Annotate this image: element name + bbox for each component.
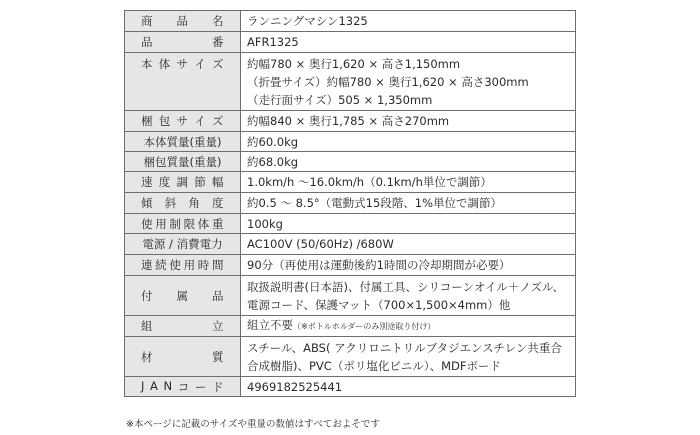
row-value-continuous-use [241, 255, 576, 276]
label-char: 付 [141, 288, 153, 303]
label-text [125, 379, 240, 395]
row-label-package-size [125, 111, 241, 132]
table-row [125, 377, 576, 397]
row-value-weight-limit [241, 214, 576, 234]
label-text: 本体質量(重量) [143, 134, 222, 149]
label-char: 続 [155, 258, 168, 272]
table-row [125, 193, 576, 214]
label-char: 制 [169, 216, 182, 231]
row-label-model-number [125, 32, 241, 53]
footnote: ※本ページに記載のサイズや重量の数値はすべておよそです [126, 419, 380, 430]
row-label-power [125, 234, 241, 255]
label-char: 組 [141, 319, 153, 333]
row-label-continuous-use [125, 255, 241, 276]
value-text: 100kg [247, 216, 283, 231]
label-text [125, 318, 240, 334]
label-char: 調 [176, 175, 189, 189]
table-row [125, 132, 576, 152]
value-text: ランニングマシン1325 [247, 14, 368, 28]
label-text [125, 349, 240, 365]
spec-table [124, 10, 576, 397]
row-label-package-weight [125, 152, 241, 172]
label-char: 重 [211, 216, 224, 231]
value-text: 90分（再使用は運動後約1時間の冷却期間が必要） [247, 258, 511, 272]
label-char: 使 [169, 258, 182, 272]
row-value-power [241, 234, 576, 255]
label-char: 梱 [141, 114, 153, 128]
value-text: 約0.5 〜 8.5°（電動式15段階、1%単位で調節） [247, 196, 503, 210]
label-char: 幅 [212, 175, 224, 189]
row-label-speed-range [125, 172, 241, 193]
row-label-jan-code [125, 377, 241, 397]
label-char: 本 [141, 57, 153, 71]
label-char: 節 [194, 175, 207, 189]
table-row [125, 152, 576, 172]
value-text: 組立不要 [247, 318, 293, 332]
label-text [125, 13, 240, 29]
label-char: 用 [155, 216, 168, 231]
label-char: ズ [212, 114, 224, 128]
label-char: 立 [212, 319, 224, 333]
label-char: A [150, 378, 159, 393]
value-text: （走行面サイズ）505 × 1,350mm [247, 92, 433, 107]
label-char: 品 [141, 35, 153, 49]
label-char: 使 [141, 216, 153, 231]
label-char: 時 [197, 258, 210, 272]
table-row [125, 255, 576, 276]
value-text: 約幅780 × 奥行1,620 × 高さ1,150mm [247, 56, 461, 71]
value-text: （折畳サイズ）約幅780 × 奥行1,620 × 高さ300mm [247, 74, 529, 89]
table-row [125, 11, 576, 32]
label-text: 梱包質量(重量) [143, 154, 222, 169]
label-char: 速 [141, 175, 153, 189]
row-label-weight-limit [125, 214, 241, 234]
row-value-material [241, 337, 576, 377]
value-text: 約60.0kg [247, 134, 299, 149]
label-char: サ [176, 57, 189, 71]
table-row [125, 172, 576, 193]
label-text [125, 174, 240, 190]
label-text [125, 216, 240, 232]
row-label-body-weight [125, 132, 241, 152]
label-text [125, 257, 240, 273]
label-char: 名 [212, 14, 224, 28]
row-label-product-name [125, 11, 241, 32]
label-text: 電源 / 消費電力 [142, 237, 223, 251]
table-row [125, 111, 576, 132]
value-text: 取扱説明書(日本語)、付属工具、シリコーンオイル＋ノズル、 [247, 279, 565, 294]
row-value-body-size [241, 53, 576, 111]
value-text: スチール、ABS( アクリロニトリルブタジエンスチレン共重合 [247, 340, 562, 355]
label-char: 材 [141, 349, 153, 364]
assembly-note: （※ボトルホルダーのみ別途取り付け） [293, 322, 436, 331]
value-text: 電源コード、保護マット（700×1,500×4mm）他 [247, 297, 511, 312]
label-char: 包 [158, 114, 171, 128]
label-char: 角 [188, 196, 201, 210]
row-value-package-size [241, 111, 576, 132]
table-row [125, 53, 576, 111]
label-char: 限 [183, 216, 196, 231]
label-char: 間 [211, 258, 224, 272]
value-text: 約68.0kg [247, 154, 299, 169]
row-label-incline-angle [125, 193, 241, 214]
table-row [125, 337, 576, 377]
label-text [125, 288, 240, 304]
value-text: AC100V (50/60Hz) /680W [247, 237, 394, 251]
label-text [125, 195, 240, 211]
row-label-material [125, 337, 241, 377]
table-row [125, 316, 576, 337]
label-char: コ [177, 379, 190, 394]
value-text: 4969182525441 [247, 379, 343, 394]
label-char: 番 [212, 35, 224, 49]
label-char: 連 [141, 258, 153, 272]
row-label-body-size [125, 53, 241, 111]
label-char: 度 [158, 175, 171, 189]
label-char: 傾 [141, 196, 153, 210]
label-char: 品 [212, 288, 224, 303]
label-char: サ [176, 114, 189, 128]
row-value-product-name [241, 11, 576, 32]
label-char: N [163, 378, 173, 393]
row-label-accessories [125, 276, 241, 316]
label-char: ズ [212, 57, 224, 71]
label-char: 斜 [164, 196, 177, 210]
label-char: 度 [211, 196, 224, 210]
row-value-assembly [241, 316, 576, 337]
row-value-package-weight [241, 152, 576, 172]
table-row [125, 276, 576, 316]
label-char: 属 [176, 288, 189, 303]
value-text: 約幅840 × 奥行1,785 × 高さ270mm [247, 114, 450, 128]
table-row [125, 32, 576, 53]
label-char: 体 [158, 57, 171, 71]
label-char: 体 [197, 216, 210, 231]
label-char: 用 [183, 258, 196, 272]
label-text [125, 56, 240, 72]
label-char: J [141, 378, 145, 393]
value-text: 1.0km/h 〜16.0km/h（0.1km/h単位で調節） [247, 175, 492, 189]
row-value-incline-angle [241, 193, 576, 214]
row-value-body-weight [241, 132, 576, 152]
table-row [125, 234, 576, 255]
row-value-accessories [241, 276, 576, 316]
value-text: AFR1325 [247, 35, 299, 49]
label-char: 品 [176, 14, 189, 28]
label-text [125, 34, 240, 50]
table-row [125, 214, 576, 234]
label-char: 質 [212, 349, 224, 364]
label-text [125, 113, 240, 129]
label-char: イ [194, 114, 207, 128]
row-value-model-number [241, 32, 576, 53]
label-char: イ [194, 57, 207, 71]
label-char: ド [211, 379, 224, 394]
row-value-speed-range [241, 172, 576, 193]
label-char: ー [194, 379, 207, 394]
row-label-assembly [125, 316, 241, 337]
value-text: 合成樹脂)、PVC（ポリ塩化ビニル）、MDFボード [247, 358, 501, 373]
row-value-jan-code [241, 377, 576, 397]
label-char: 商 [141, 14, 153, 28]
